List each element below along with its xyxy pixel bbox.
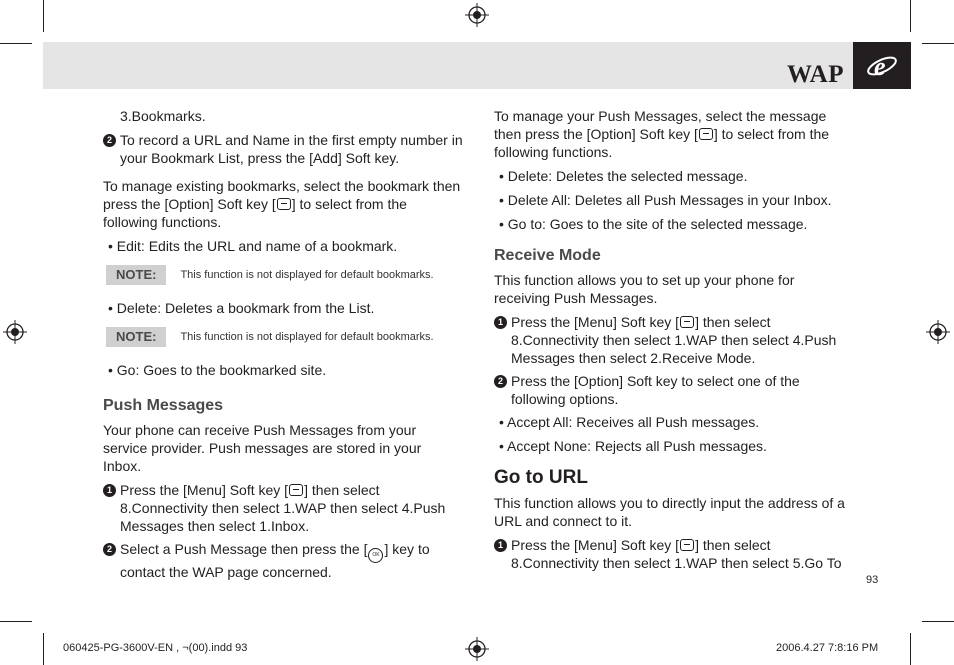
soft-key-icon bbox=[680, 316, 694, 328]
registration-mark-icon bbox=[465, 3, 489, 27]
footer-timestamp: 2006.4.27 7:8:16 PM bbox=[776, 642, 879, 654]
step-text: ] then select 8.Connectivity then select 1.WAP then select 5.Go To bbox=[511, 537, 842, 571]
subheading-push-messages: Push Messages bbox=[103, 397, 224, 414]
crop-mark bbox=[0, 621, 32, 622]
soft-key-icon bbox=[699, 128, 713, 140]
step-number: 1 bbox=[494, 316, 507, 329]
paragraph-text: To manage existing bookmarks, select the bookmark then press the [Option] Soft key [ bbox=[103, 178, 461, 212]
paragraph bbox=[494, 107, 854, 161]
bullet-item: • Go to: Goes to the site of the selected message. bbox=[499, 216, 808, 232]
crop-mark bbox=[0, 43, 32, 44]
step-item bbox=[103, 481, 463, 535]
paragraph-text: ] to select from the following functions. bbox=[494, 126, 830, 160]
crop-mark bbox=[43, 633, 44, 665]
soft-key-icon bbox=[277, 198, 291, 210]
step-number: 2 bbox=[103, 543, 116, 556]
note-label: NOTE: bbox=[106, 327, 166, 347]
paragraph bbox=[103, 177, 463, 231]
crop-mark bbox=[922, 43, 954, 44]
step-text: Select a Push Message then press the [ bbox=[120, 541, 368, 557]
ok-key-icon: OK bbox=[368, 548, 383, 563]
left-column bbox=[103, 107, 463, 586]
step-text: ] key to contact the WAP page concerned. bbox=[120, 541, 430, 580]
step-text: ] then select 8.Connectivity then select 1.WAP then select 4.Push Messages then select 1.Inbox. bbox=[120, 482, 446, 534]
section-title: WAP bbox=[786, 61, 844, 88]
paragraph-text: To manage your Push Messages, select the message then press the [Option] Soft key [ bbox=[494, 108, 827, 142]
note bbox=[103, 265, 463, 285]
bullet-item: • Edit: Edits the URL and name of a bookmark. bbox=[108, 238, 398, 254]
note bbox=[103, 327, 463, 347]
bullet-item: • Go: Goes to the bookmarked site. bbox=[108, 362, 327, 378]
bullet-item: • Delete All: Deletes all Push Messages in your Inbox. bbox=[499, 192, 832, 208]
step-item bbox=[494, 536, 854, 572]
step-text: To record a URL and Name in the first empty number in your Bookmark List, press the [Add] Soft key. bbox=[120, 132, 463, 166]
soft-key-icon bbox=[680, 539, 694, 551]
svg-text:e: e bbox=[874, 52, 886, 81]
note-text: This function is not displayed for default bookmarks. bbox=[180, 331, 434, 343]
crop-mark bbox=[43, 0, 44, 32]
ie-icon bbox=[853, 42, 911, 89]
bullet-item: • Accept All: Receives all Push messages. bbox=[499, 414, 760, 430]
heading-go-to-url: Go to URL bbox=[494, 467, 588, 488]
note-label: NOTE: bbox=[106, 265, 166, 285]
paragraph-text: ] to select from the following functions. bbox=[103, 196, 407, 230]
step-text: Press the [Menu] Soft key [ bbox=[511, 314, 680, 330]
crop-mark bbox=[910, 0, 911, 32]
subheading-receive-mode: Receive Mode bbox=[494, 247, 601, 264]
bullet-item: • Accept None: Rejects all Push messages. bbox=[499, 438, 767, 454]
step-item bbox=[494, 313, 854, 367]
crop-mark bbox=[922, 621, 954, 622]
footer-file-info: 060425-PG-3600V-EN , ¬(00).indd 93 bbox=[63, 642, 248, 654]
paragraph: This function allows you to directly input the address of a URL and connect to it. bbox=[494, 495, 845, 529]
step-number: 1 bbox=[103, 484, 116, 497]
crop-mark bbox=[910, 633, 911, 665]
registration-mark-icon bbox=[926, 320, 950, 344]
right-column bbox=[494, 107, 854, 577]
soft-key-icon bbox=[289, 484, 303, 496]
note-text: This function is not displayed for default bookmarks. bbox=[180, 269, 434, 281]
page-number: 93 bbox=[866, 574, 879, 586]
registration-mark-icon bbox=[3, 320, 27, 344]
step-item bbox=[103, 540, 463, 581]
list-item: 3.Bookmarks. bbox=[120, 108, 206, 124]
step-number: 2 bbox=[494, 375, 507, 388]
step-number: 2 bbox=[103, 134, 116, 147]
bullet-item: • Delete: Deletes a bookmark from the List. bbox=[108, 300, 375, 316]
step-text: Press the [Menu] Soft key [ bbox=[511, 537, 680, 553]
paragraph: This function allows you to set up your phone for receiving Push Messages. bbox=[494, 272, 795, 306]
step-text: Press the [Option] Soft key to select one of the following options. bbox=[511, 373, 800, 407]
step-number: 1 bbox=[494, 539, 507, 552]
step-text: ] then select 8.Connectivity then select 1.WAP then select 4.Push Messages then select 2.Receive Mode. bbox=[511, 314, 837, 366]
step-item bbox=[494, 372, 854, 408]
bullet-item: • Delete: Deletes the selected message. bbox=[499, 168, 748, 184]
paragraph: Your phone can receive Push Messages from your service provider. Push messages are stored in your Inbox. bbox=[103, 422, 422, 474]
registration-mark-icon bbox=[465, 637, 489, 661]
step-text: Press the [Menu] Soft key [ bbox=[120, 482, 289, 498]
header-band bbox=[43, 42, 911, 89]
step-item bbox=[103, 131, 463, 167]
